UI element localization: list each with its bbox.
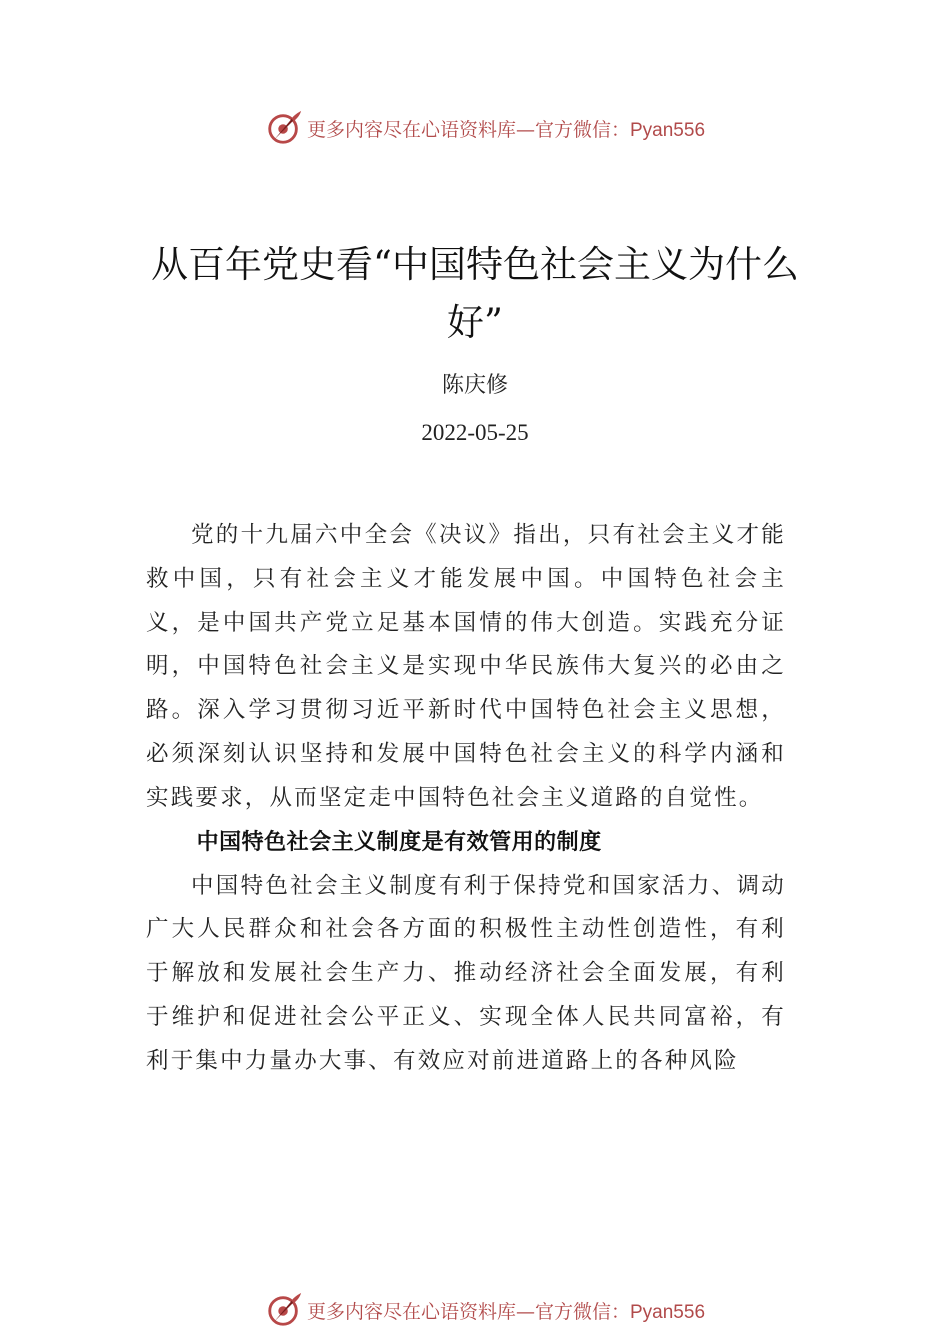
- footer-watermark: [0, 1290, 950, 1330]
- section-heading: 中国特色社会主义制度是有效管用的制度: [196, 829, 602, 855]
- article-body: [146, 514, 786, 1084]
- article-author: 陈庆修: [441, 373, 508, 398]
- quill-logo-icon: [265, 1291, 303, 1329]
- watermark-text: 更多内容尽在心语资料库—官方微信：Pyan556: [306, 1300, 706, 1323]
- header-watermark: [0, 108, 950, 148]
- paragraph-intro: 党的十九届六中全会《决议》指出，只有社会主义才能救中国，只有社会主义才能发展中国。中国特色社会主义，是中国共产党立足基本国情的伟大创造。实践充分证明，中国特色社会主义是实现中华民族伟大复兴的必由之路。深入学习贯彻习近平新时代中国特色社会主义思想，必须深刻认识坚持和发展中国特色社会主义的科学内涵和实践要求，从而坚定走中国特色社会主义道路的自觉性。: [146, 522, 786, 811]
- paragraph-section-1: 中国特色社会主义制度有利于保持党和国家活力、调动广大人民群众和社会各方面的积极性主动性创造性，有利于解放和发展社会生产力、推动经济社会全面发展，有利于维护和促进社会公平正义、实现全体人民共同富裕，有利于集中力量办大事、有效应对前进道路上的各种风险: [146, 872, 786, 1074]
- watermark-text: 更多内容尽在心语资料库—官方微信：Pyan556: [306, 118, 706, 141]
- article-date: 2022-05-25: [421, 420, 529, 445]
- quill-logo-icon: [265, 109, 303, 147]
- article-title: 从百年党史看“中国特色社会主义为什么好”: [151, 243, 799, 344]
